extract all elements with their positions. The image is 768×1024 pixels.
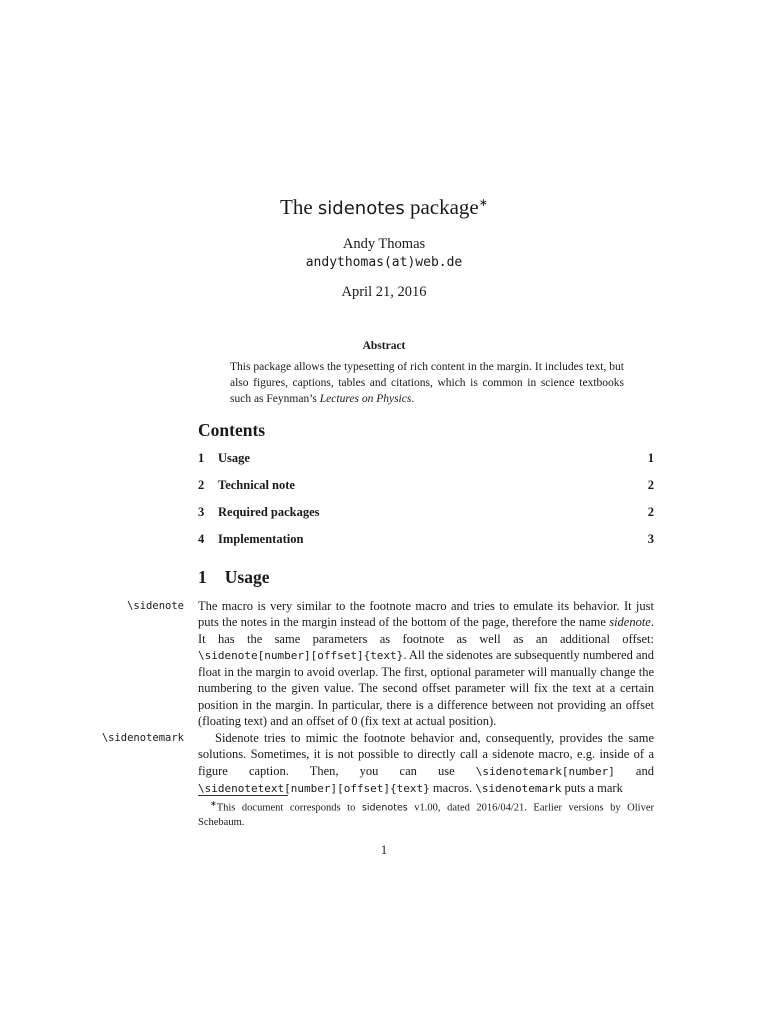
para2-code: \sidenotemark[number]: [475, 764, 615, 778]
usage-paragraph-1: [198, 598, 654, 729]
title-prefix: The: [280, 195, 313, 219]
toc-entry-number: 2: [198, 478, 205, 492]
para2-code: \sidenotetext[number][offset]{text}: [198, 781, 430, 795]
toc-entry-page: 1: [647, 451, 654, 465]
title-package-name: sidenotes: [317, 198, 405, 219]
toc-entry-label: Usage: [218, 451, 250, 465]
contents-heading: Contents: [198, 420, 266, 440]
toc-entry-label: Implementation: [218, 532, 304, 546]
page-number: 1: [380, 843, 388, 857]
margin-note-sidenote: \sidenote: [127, 600, 184, 612]
toc-entry-number: 3: [198, 505, 205, 519]
abstract-text-end: .: [411, 393, 415, 405]
footnote-rule: [198, 795, 288, 796]
footnote-package-name: sidenotes: [361, 802, 408, 814]
section-title: Usage: [224, 567, 270, 587]
toc-entry-required-packages[interactable]: [198, 505, 654, 520]
para2-text: and: [614, 763, 654, 778]
document-title: [0, 195, 768, 220]
usage-paragraph-2: [198, 730, 654, 797]
toc-entry-number: 1: [198, 451, 205, 465]
para2-text: Sidenote tries to mimic the footnote behavior and, consequently, provides the same solutions. Sometimes, it is not possible to directly call a sidenote macro, e.g. inside of a figure caption. Then, you can use: [198, 731, 654, 778]
para2-code: \sidenotemark: [475, 781, 562, 795]
section-heading-usage: [198, 567, 269, 588]
footnote-text-end: v1.00, dated 2016/04/21. Earlier versions by Oliver Schebaum.: [198, 802, 654, 828]
para2-text: puts a mark: [561, 780, 623, 795]
para1-italic-term: sidenote: [609, 615, 651, 630]
author-email: andythomas(at)web.de: [305, 255, 463, 270]
toc-entry-implementation[interactable]: [198, 532, 654, 547]
para2-text: macros.: [429, 780, 476, 795]
abstract-heading: Abstract: [362, 340, 406, 352]
toc-entry-technical-note[interactable]: [198, 478, 654, 493]
para1-text: . It has the same parameters as footnote as well as an additional offset:: [198, 615, 654, 646]
margin-note-sidenotemark: \sidenotemark: [101, 732, 184, 744]
para1-code: \sidenote[number][offset]{text}: [198, 648, 404, 662]
toc-entry-page: 2: [647, 478, 654, 492]
toc-entry-number: 4: [198, 532, 205, 546]
para1-text: . All the sidenotes are subsequently numbered and float in the margin to avoid overlap. The first, optional parameter will manually change the numbering to the given value. The second offset parameter will fix the text at a certain position in the margin. In particular, there is a difference between not providing an offset (floating text) and an offset of 0 (fix text at actual position).: [198, 647, 654, 729]
title-suffix: package: [409, 195, 479, 219]
abstract-book-title: Lectures on Physics: [319, 393, 412, 405]
para1-text: The macro is very similar to the footnote macro and tries to emulate its behavior. It just puts the notes in the margin instead of the bottom of the page, therefore the name: [198, 599, 654, 630]
abstract-text: [230, 359, 624, 407]
footnote: [198, 797, 654, 830]
section-number: 1: [198, 567, 207, 587]
footnote-text: This document corresponds to: [216, 802, 362, 814]
toc-entry-page: 2: [647, 505, 654, 519]
document-date: April 21, 2016: [341, 284, 427, 300]
toc-entry-page: 3: [647, 532, 654, 546]
author-name: Andy Thomas: [342, 236, 426, 252]
toc-entry-label: Required packages: [218, 505, 320, 519]
footnote-mark: ∗: [210, 799, 217, 808]
toc-entry-label: Technical note: [218, 478, 295, 492]
toc-entry-usage[interactable]: [198, 451, 654, 466]
abstract-text-part: This package allows the typesetting of rich content in the margin. It includes text, but also figures, captions, tables and citations, which is common in science textbooks such as Feynman’s: [230, 361, 624, 405]
title-footnote-mark: ∗: [478, 197, 488, 209]
